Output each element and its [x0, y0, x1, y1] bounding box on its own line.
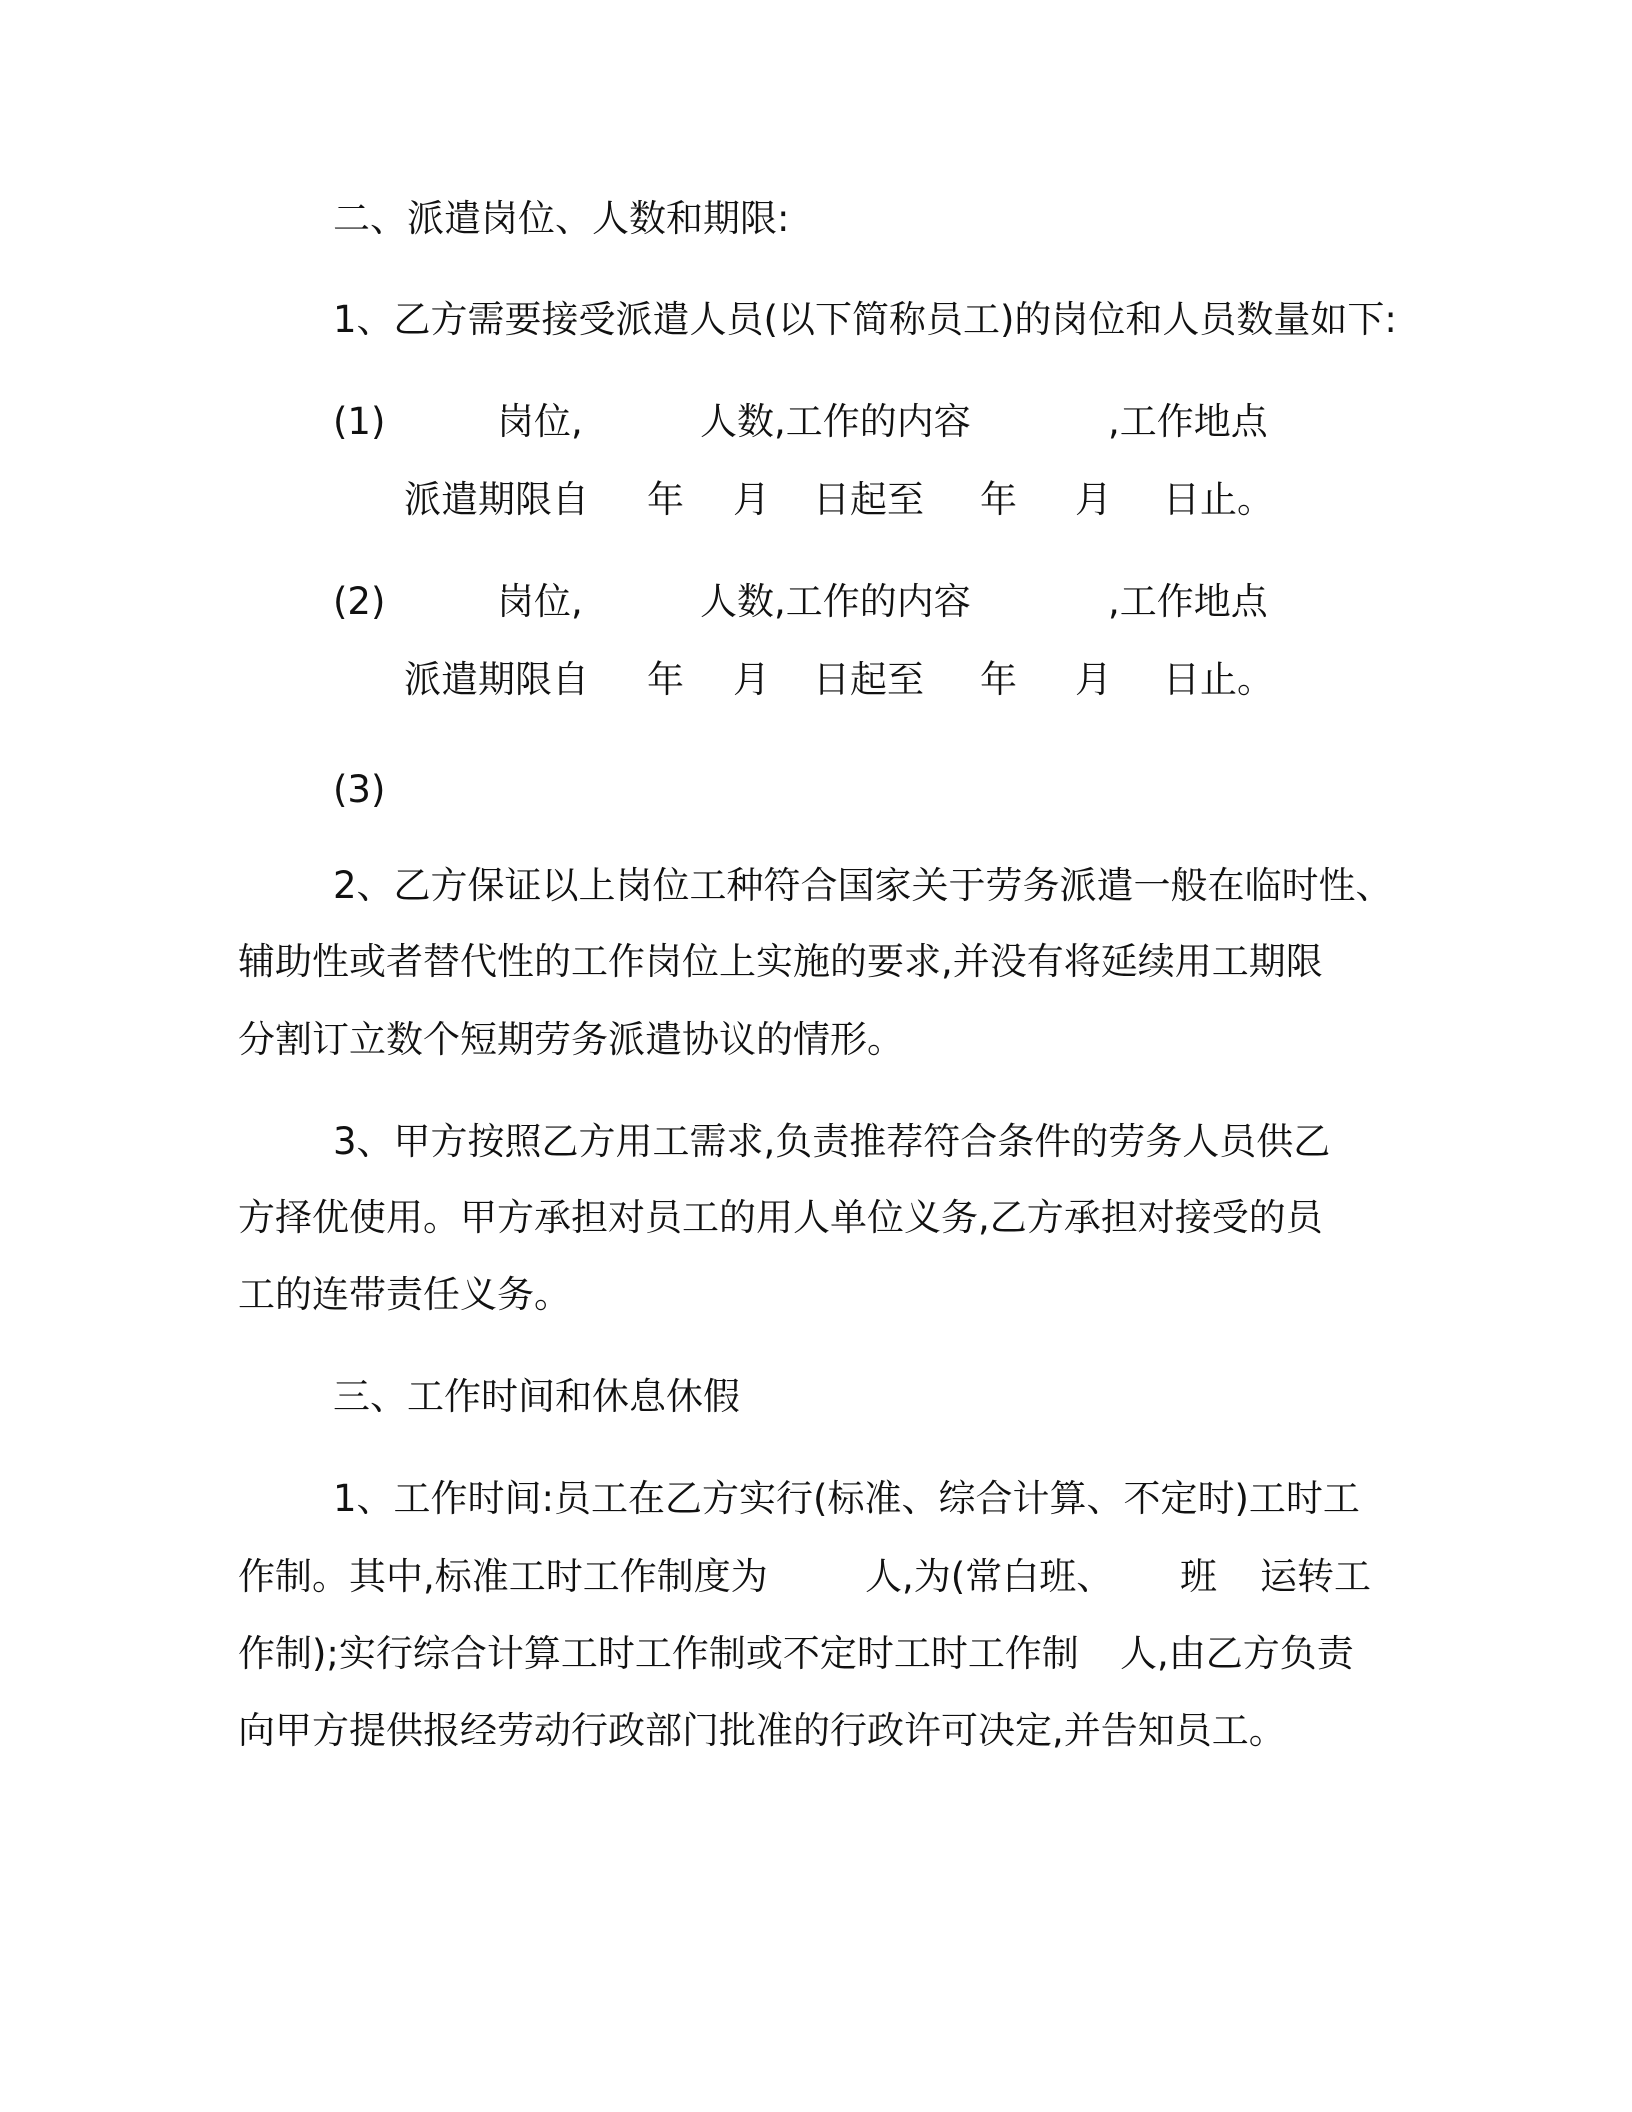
entry-1-month-2: 月 — [1075, 478, 1112, 521]
entry-2-period-label: 派遣期限自 — [404, 658, 589, 701]
section2-item2-line: 辅助性或者替代性的工作岗位上实施的要求,并没有将延续用工期限 — [238, 940, 1323, 983]
entry-1-day-1: 日起至 — [813, 478, 924, 521]
section3-item1-line-1: 1、工作时间:员工在乙方实行(标准、综合计算、不定时)工时工 — [333, 1477, 1360, 1520]
section2-item3-line: 工的连带责任义务。 — [238, 1273, 571, 1316]
section2-item2-line: 分割订立数个短期劳务派遣协议的情形。 — [238, 1018, 904, 1061]
entry-2-year-1: 年 — [647, 658, 684, 701]
entry-2-month-1: 月 — [733, 658, 770, 701]
entry-2-number: (2) — [333, 580, 386, 623]
section3-item1-line-2b: 人,为(常白班、 — [865, 1555, 1114, 1598]
section3-item1-line-3b: 人,由乙方负责 — [1120, 1632, 1354, 1675]
entry-1-number: (1) — [333, 400, 386, 443]
section2-item2-line: 2、乙方保证以上岗位工种符合国家关于劳务派遣一般在临时性、 — [333, 864, 1393, 907]
section3-item1-line-4: 向甲方提供报经劳动行政部门批准的行政许可决定,并告知员工。 — [238, 1709, 1286, 1752]
section2-item1-intro: 1、乙方需要接受派遣人员(以下简称员工)的岗位和人员数量如下: — [333, 298, 1397, 341]
entry-1-month-1: 月 — [733, 478, 770, 521]
entry-1-post: 岗位, — [497, 400, 583, 443]
entry-2-month-2: 月 — [1075, 658, 1112, 701]
entry-2-count: 人数,工作的内容 — [700, 580, 971, 623]
entry-2-location: ,工作地点 — [1108, 580, 1268, 623]
entry-1-period-label: 派遣期限自 — [404, 478, 589, 521]
entry-2-day-2: 日止。 — [1163, 658, 1274, 701]
section2-heading: 二、派遣岗位、人数和期限: — [333, 197, 790, 240]
entry-2-day-1: 日起至 — [813, 658, 924, 701]
entry-3-number: (3) — [333, 768, 386, 811]
section3-heading: 三、工作时间和休息休假 — [333, 1375, 740, 1418]
section3-item1-line-3a: 作制);实行综合计算工时工作制或不定时工时工作制 — [238, 1632, 1079, 1675]
entry-2-year-2: 年 — [980, 658, 1017, 701]
section3-item1-line-2a: 作制。其中,标准工时工作制度为 — [238, 1555, 768, 1598]
section3-item1-line-2c: 班 — [1180, 1555, 1217, 1598]
section2-item3-line: 方择优使用。甲方承担对员工的用人单位义务,乙方承担对接受的员 — [238, 1196, 1323, 1239]
entry-1-location: ,工作地点 — [1108, 400, 1268, 443]
entry-1-count: 人数,工作的内容 — [700, 400, 971, 443]
entry-1-day-2: 日止。 — [1163, 478, 1274, 521]
entry-1-year-1: 年 — [647, 478, 684, 521]
section3-item1-line-2d: 运转工 — [1260, 1555, 1371, 1598]
entry-1-year-2: 年 — [980, 478, 1017, 521]
section2-item3-line: 3、甲方按照乙方用工需求,负责推荐符合条件的劳务人员供乙 — [333, 1120, 1331, 1163]
entry-2-post: 岗位, — [497, 580, 583, 623]
